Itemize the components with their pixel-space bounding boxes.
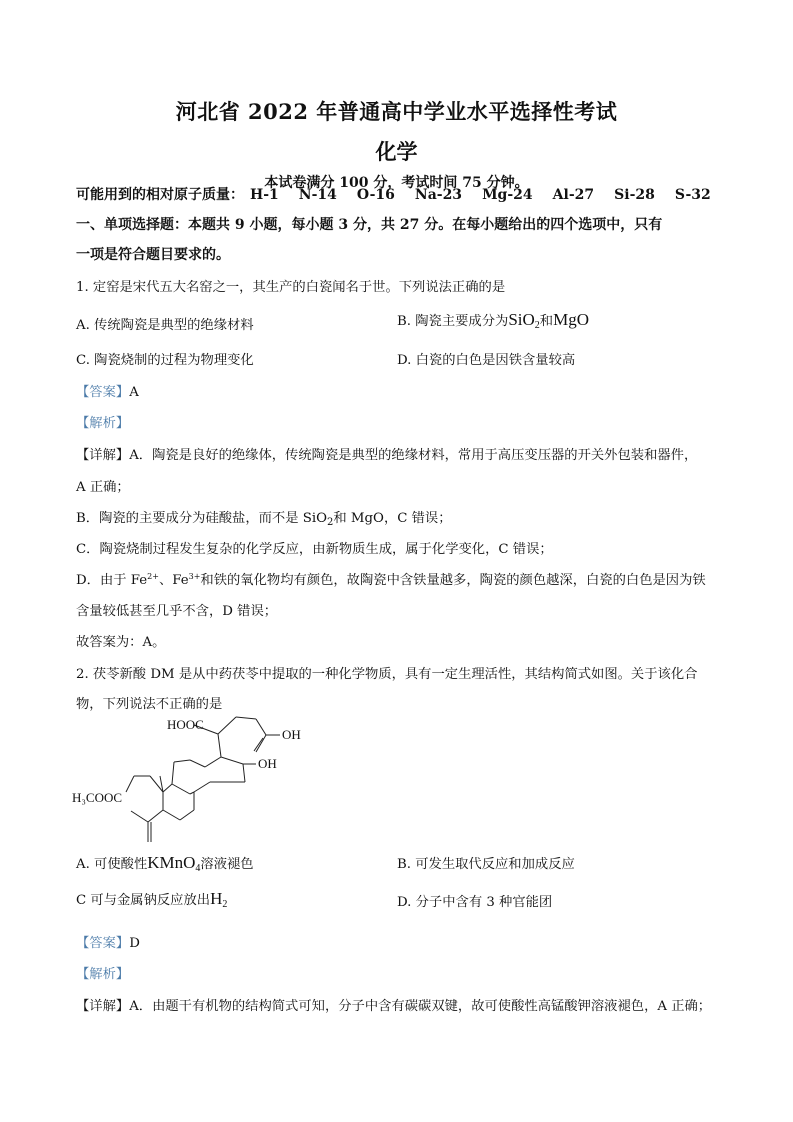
formula-kmno4: KMnO$_4$ — [147, 853, 201, 874]
detail-text: A．由题干有机物的结构简式可知，分子中含有碳碳双键，故可使酸性高锰酸钾溶液褪色，A 正确； — [129, 999, 712, 1014]
detail-tag: 【详解】 — [76, 448, 130, 463]
mass-item: Si-28 — [614, 187, 655, 203]
q2-detail-a — [76, 995, 711, 1014]
q2-answer — [76, 932, 140, 951]
molecule-structure-diagram — [70, 712, 330, 852]
q1-option-d: D. 白瓷的白色是因铁含量较高 — [397, 353, 576, 368]
section-heading-line2: 一项是符合题目要求的。 — [76, 247, 230, 263]
formula-sio2: SiO$_2$ — [508, 310, 540, 331]
answer-value: D — [129, 936, 140, 951]
q1-stem: 1. 定窑是宋代五大名窑之一，其生产的白瓷闻名于世。下列说法正确的是 — [76, 280, 506, 295]
label-h3cooc: H₃COOC — [72, 790, 123, 805]
mass-item: H-1 — [250, 187, 279, 203]
q2-option-c: C 可与金属钠反应放出$H_2$ — [76, 889, 228, 910]
mass-item: Na-23 — [414, 187, 463, 203]
exam-title: 河北省 2022 年普通高中学业水平选择性考试 — [175, 99, 618, 124]
formula-mgo: MgO — [553, 310, 589, 329]
formula-h2: $H_2$ — [210, 889, 228, 910]
q1-detail-c: C．陶瓷烧制过程发生复杂的化学反应，由新物质生成，属于化学变化，C 错误； — [76, 542, 553, 557]
q1-detail-b: B．陶瓷的主要成分为硅酸盐，而不是 SiO$_2$和 MgO，C 错误； — [76, 511, 452, 528]
label-oh-mid: OH — [258, 756, 277, 771]
q1-option-b-text: B. 陶瓷主要成分为 — [397, 314, 509, 329]
subject-title: 化学 — [375, 139, 418, 164]
q1-option-c: C. 陶瓷烧制的过程为物理变化 — [76, 353, 254, 368]
q2-analysis-tag: 【解析】 — [76, 967, 130, 982]
section-heading-line1: 一、单项选择题：本题共 9 小题，每小题 3 分，共 27 分。在每小题给出的四个选项中，只有 — [76, 217, 663, 233]
q1-option-b-and: 和 — [539, 314, 554, 329]
mass-item: Mg-24 — [482, 187, 533, 203]
mass-item: S-32 — [674, 187, 711, 203]
mass-item: O-16 — [356, 187, 395, 203]
answer-tag: 【答案】 — [76, 385, 130, 400]
q1-option-b — [397, 310, 589, 331]
q2-option-a: A. 可使酸性KMnO$_4$溶液褪色 — [76, 853, 254, 874]
label-oh-top: OH — [282, 727, 301, 742]
q1-conclusion: 故答案为：A。 — [76, 635, 166, 650]
atomic-masses — [76, 184, 731, 204]
q2-option-b: B. 可发生取代反应和加成反应 — [397, 857, 575, 872]
detail-text: A．陶瓷是良好的绝缘体，传统陶瓷是典型的绝缘材料，常用于高压变压器的开关外包装和器件， — [129, 448, 698, 463]
q2-stem-line1: 2. 茯苓新酸 DM 是从中药茯苓中提取的一种化学物质，具有一定生理活性，其结构简式如图。关于该化合 — [76, 667, 698, 682]
exam-note: 本试卷满分 100 分，考试时间 75 分钟。 — [264, 175, 529, 191]
answer-value: A — [129, 385, 139, 400]
q1-detail-a-line2: A 正确； — [76, 480, 130, 495]
mass-item: N-14 — [298, 187, 337, 203]
q1-option-a: A. 传统陶瓷是典型的绝缘材料 — [76, 318, 254, 333]
q2-option-d: D. 分子中含有 3 种官能团 — [397, 895, 553, 910]
q1-analysis-tag: 【解析】 — [76, 416, 130, 431]
mass-item: Al-27 — [552, 187, 595, 203]
q2-stem-line2: 物，下列说法不正确的是 — [76, 697, 223, 712]
answer-tag: 【答案】 — [76, 936, 130, 951]
detail-tag: 【详解】 — [76, 999, 130, 1014]
q1-answer — [76, 381, 139, 400]
q1-detail-d-line2: 含量较低甚至几乎不含，D 错误； — [76, 604, 278, 619]
atomic-masses-label: 可能用到的相对原子质量： — [76, 187, 244, 203]
q1-detail-d-line1: D．由于 $Fe^{2+}$、$Fe^{3+}$和铁的氧化物均有颜色，故陶瓷中含铁量越多，陶瓷的颜色越深，白瓷的白色是因为铁 — [76, 572, 706, 588]
label-hooc: HOOC — [167, 717, 204, 732]
q1-detail-a-line1 — [76, 444, 697, 463]
